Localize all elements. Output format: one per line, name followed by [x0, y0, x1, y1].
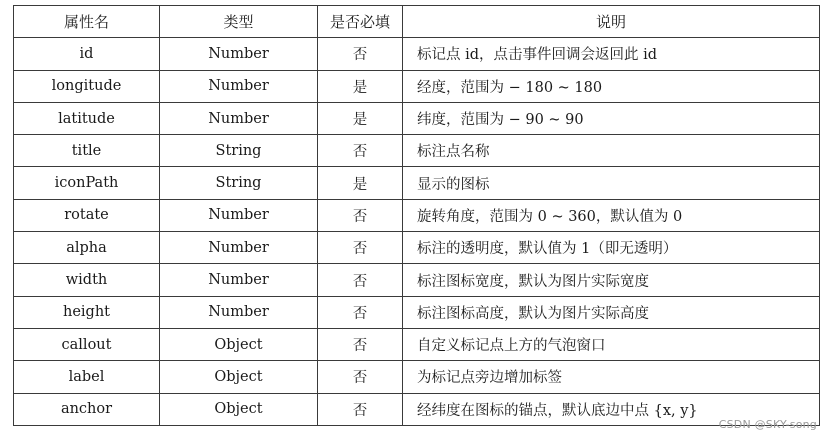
cell-required: 否 — [318, 328, 403, 360]
table-row — [14, 38, 820, 70]
cell-required: 是 — [318, 167, 403, 199]
table-row — [14, 361, 820, 393]
cell-type: Number — [160, 296, 318, 328]
cell-required: 否 — [318, 135, 403, 167]
header-name: 属性名 — [14, 6, 160, 38]
cell-required: 是 — [318, 102, 403, 134]
cell-required: 否 — [318, 296, 403, 328]
cell-description: 标注点名称 — [403, 135, 820, 167]
attribute-table — [13, 5, 820, 426]
cell-type: Number — [160, 232, 318, 264]
cell-type: Number — [160, 38, 318, 70]
cell-description: 标注的透明度，默认值为 1（即无透明） — [403, 232, 820, 264]
cell-description: 纬度，范围为 − 90 ~ 90 — [403, 102, 820, 134]
cell-description: 标注图标宽度，默认为图片实际宽度 — [403, 264, 820, 296]
cell-type: Number — [160, 102, 318, 134]
cell-description: 自定义标记点上方的气泡窗口 — [403, 328, 820, 360]
cell-description: 经纬度在图标的锚点，默认底边中点 {x, y} — [403, 393, 820, 425]
header-required: 是否必填 — [318, 6, 403, 38]
cell-name: latitude — [14, 102, 160, 134]
cell-required: 否 — [318, 199, 403, 231]
cell-required: 否 — [318, 393, 403, 425]
table-row — [14, 393, 820, 425]
cell-type: String — [160, 135, 318, 167]
header-description: 说明 — [403, 6, 820, 38]
table-row — [14, 296, 820, 328]
cell-description: 显示的图标 — [403, 167, 820, 199]
table-header-row — [14, 6, 820, 38]
table-row — [14, 167, 820, 199]
cell-type: Number — [160, 70, 318, 102]
cell-type: Number — [160, 264, 318, 296]
cell-type: String — [160, 167, 318, 199]
cell-description: 为标记点旁边增加标签 — [403, 361, 820, 393]
cell-name: rotate — [14, 199, 160, 231]
cell-name: longitude — [14, 70, 160, 102]
cell-required: 否 — [318, 264, 403, 296]
cell-type: Number — [160, 199, 318, 231]
cell-name: label — [14, 361, 160, 393]
cell-name: id — [14, 38, 160, 70]
table-row — [14, 264, 820, 296]
cell-description: 标注图标高度，默认为图片实际高度 — [403, 296, 820, 328]
cell-description: 旋转角度，范围为 0 ~ 360，默认值为 0 — [403, 199, 820, 231]
cell-required: 否 — [318, 361, 403, 393]
table-row — [14, 70, 820, 102]
cell-name: iconPath — [14, 167, 160, 199]
cell-required: 是 — [318, 70, 403, 102]
cell-name: width — [14, 264, 160, 296]
cell-required: 否 — [318, 38, 403, 70]
watermark: CSDN @SKY-song — [718, 418, 817, 431]
cell-required: 否 — [318, 232, 403, 264]
cell-name: callout — [14, 328, 160, 360]
cell-name: title — [14, 135, 160, 167]
table-row — [14, 328, 820, 360]
cell-description: 标记点 id，点击事件回调会返回此 id — [403, 38, 820, 70]
cell-name: height — [14, 296, 160, 328]
table-row — [14, 135, 820, 167]
cell-type: Object — [160, 393, 318, 425]
table-row — [14, 102, 820, 134]
cell-description: 经度，范围为 − 180 ~ 180 — [403, 70, 820, 102]
cell-type: Object — [160, 328, 318, 360]
table-row — [14, 232, 820, 264]
header-type: 类型 — [160, 6, 318, 38]
table-row — [14, 199, 820, 231]
cell-name: anchor — [14, 393, 160, 425]
cell-type: Object — [160, 361, 318, 393]
cell-name: alpha — [14, 232, 160, 264]
